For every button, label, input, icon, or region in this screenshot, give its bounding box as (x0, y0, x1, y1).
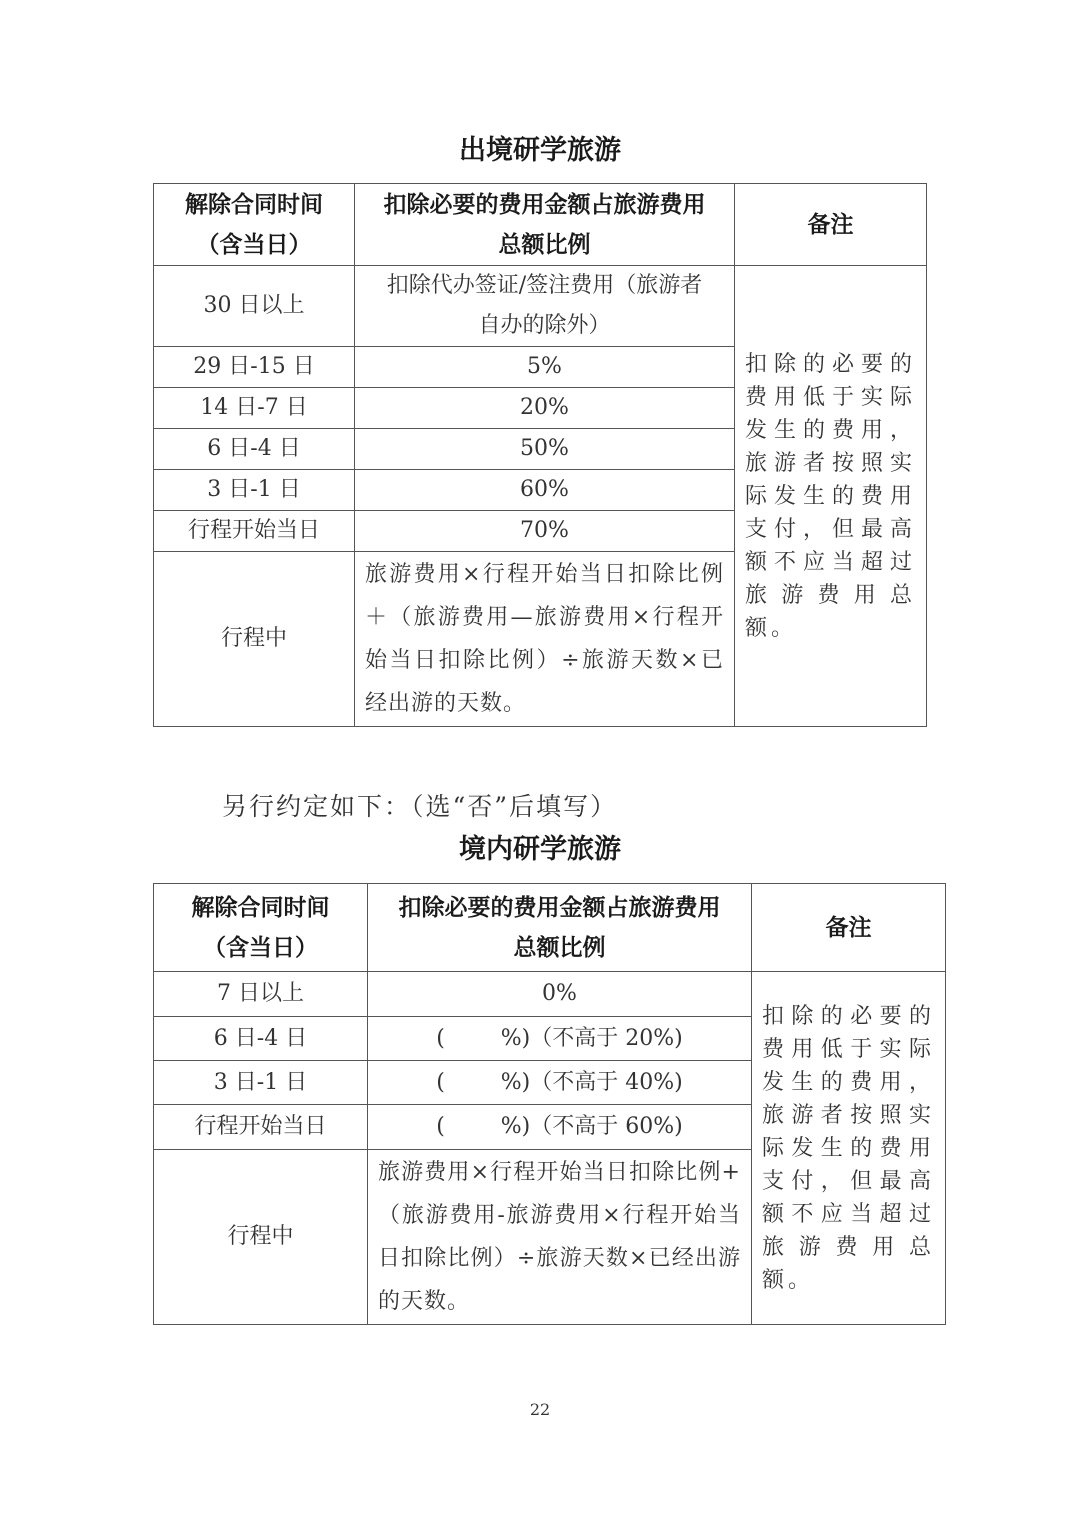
additional-agreement-text: 另行约定如下：（选“否”后填写） (222, 792, 618, 821)
row-ratio: ( %)（不高于 40%) (368, 1061, 752, 1105)
row-time: 14 日-7 日 (154, 388, 355, 429)
note-cell: 扣除的必要的费用低于实际发生的费用，旅游者按照实际发生的费用支付，但最高额不应当超过旅游费用总额。 (735, 266, 927, 727)
row-ratio: 5% (355, 347, 735, 388)
domestic-table (153, 883, 946, 1325)
row-ratio: 20% (355, 388, 735, 429)
row-time: 6 日-4 日 (154, 429, 355, 470)
row-ratio: 扣除代办签证/签注费用（旅游者 自办的除外） (355, 266, 735, 347)
header-time: 解除合同时间 （含当日） (154, 884, 368, 972)
row-ratio: ( %)（不高于 60%) (368, 1105, 752, 1150)
row-time: 3 日-1 日 (154, 1061, 368, 1105)
header-note: 备注 (752, 884, 946, 972)
row-ratio: 60% (355, 470, 735, 511)
header-ratio: 扣除必要的费用金额占旅游费用 总额比例 (355, 184, 735, 266)
header-ratio: 扣除必要的费用金额占旅游费用 总额比例 (368, 884, 752, 972)
note-cell: 扣除的必要的费用低于实际发生的费用，旅游者按照实际发生的费用支付，但最高额不应当超过旅游费用总额。 (752, 972, 946, 1325)
row-time: 6 日-4 日 (154, 1017, 368, 1061)
row-time: 行程开始当日 (154, 1105, 368, 1150)
row-ratio: 70% (355, 511, 735, 552)
row-time: 行程开始当日 (154, 511, 355, 552)
page-number: 22 (529, 1400, 551, 1419)
header-time: 解除合同时间 （含当日） (154, 184, 355, 266)
row-time: 29 日-15 日 (154, 347, 355, 388)
row-ratio-formula: 旅游费用×行程开始当日扣除比例+（旅游费用-旅游费用×行程开始当日扣除比例）÷旅游天数×已经出游的天数。 (368, 1150, 752, 1325)
row-ratio: 0% (368, 972, 752, 1017)
row-time: 行程中 (154, 1150, 368, 1325)
row-time: 行程中 (154, 552, 355, 727)
table-row (154, 972, 946, 1017)
header-note: 备注 (735, 184, 927, 266)
table-header-row (154, 884, 946, 972)
section1-title: 出境研学旅游 (459, 135, 621, 166)
row-time: 3 日-1 日 (154, 470, 355, 511)
row-ratio: 50% (355, 429, 735, 470)
table-header-row (154, 184, 927, 266)
section2-title: 境内研学旅游 (459, 834, 621, 865)
row-time: 30 日以上 (154, 266, 355, 347)
row-ratio-formula: 旅游费用×行程开始当日扣除比例＋（旅游费用—旅游费用×行程开始当日扣除比例）÷旅游天数×已经出游的天数。 (355, 552, 735, 727)
outbound-table (153, 183, 927, 727)
row-ratio: ( %)（不高于 20%) (368, 1017, 752, 1061)
row-time: 7 日以上 (154, 972, 368, 1017)
table-row (154, 266, 927, 347)
